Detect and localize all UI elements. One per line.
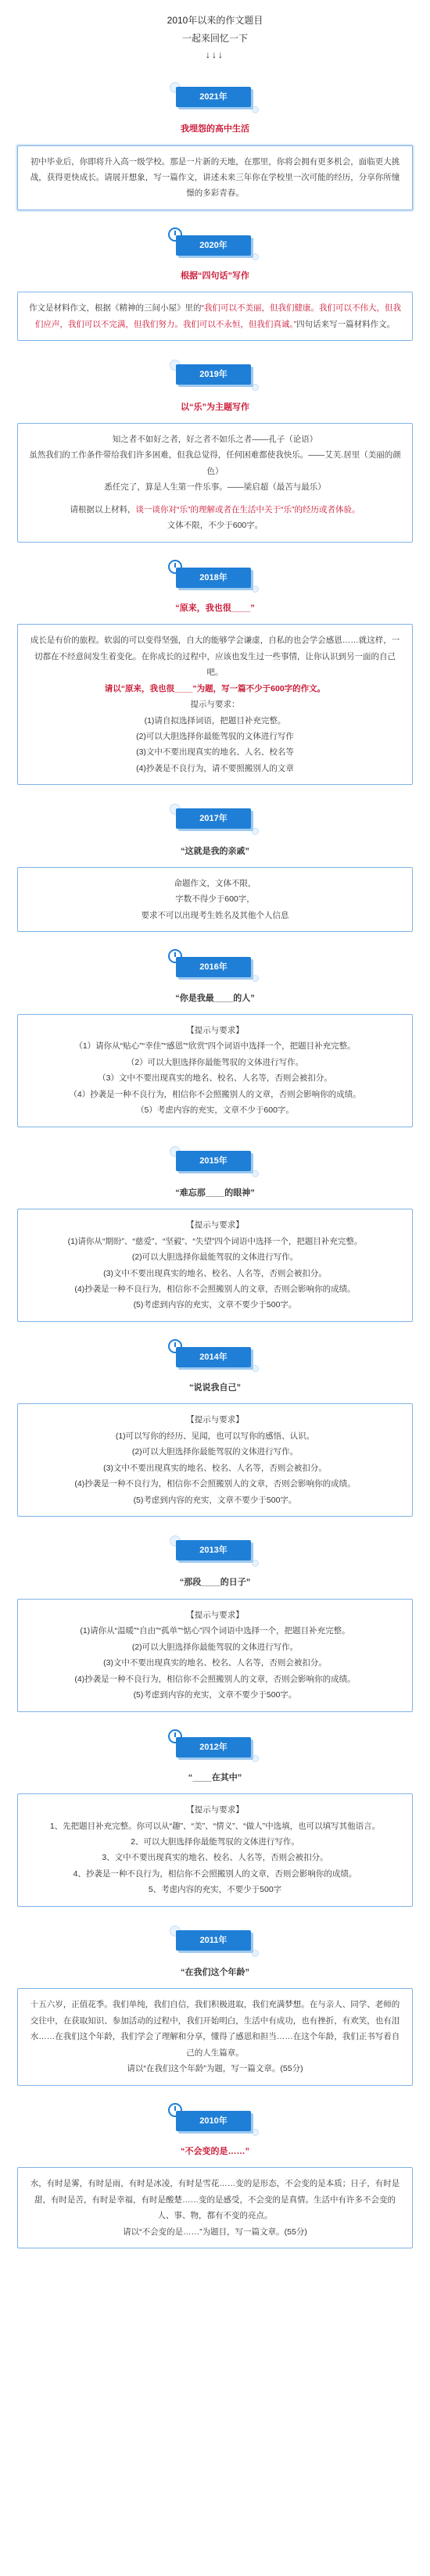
year-section (0, 81, 430, 210)
prompt-paragraph (27, 154, 403, 202)
essay-prompt-box (17, 1209, 413, 1322)
year-badge: 2014年 (176, 1347, 251, 1367)
decor-dot-icon (252, 2129, 259, 2136)
prompt-paragraph (27, 1492, 403, 1508)
prompt-text: 请根据以上材料， (70, 504, 136, 514)
prompt-text: 【提示与要求】 (186, 1805, 244, 1815)
year-badge: 2016年 (176, 957, 251, 977)
decor-dot-icon (252, 828, 259, 835)
prompt-text: 4、抄袭是一种不良行为，相信你不会照搬别人的文章，否则会影响你的成绩。 (73, 1868, 357, 1879)
year-badge-wrap (168, 802, 262, 837)
prompt-text: 1、先把题目补充完整。你可以从“趣”、“美”、“情义”、“做人”中选填，也可以填写其他语言。 (49, 1821, 381, 1831)
essay-topic: “那段____的日子” (179, 1578, 251, 1588)
prompt-paragraph (27, 1249, 403, 1265)
prompt-paragraph (27, 1997, 403, 2061)
year-badge-wrap (168, 228, 262, 262)
prompt-paragraph (27, 761, 403, 776)
prompt-paragraph (27, 1655, 403, 1671)
prompt-paragraph (27, 1428, 403, 1444)
prompt-paragraph (27, 1671, 403, 1687)
prompt-text: 成长是有价的旅程。软弱的可以变得坚强，自大的能够学会谦虚，自私的也会学会感恩……就这样，一切都在不经意间发生着变化。在你成长的过程中，应该也发生过一些事情，让你认识到另一面的自己吧。 (30, 636, 400, 678)
prompt-text: 命题作文，文体不限， (174, 878, 256, 888)
essay-topic: “不会变的是……” (181, 2146, 249, 2156)
prompt-text: (3)文中不要出现真实的地名、校名、人名等，否则会被扣分。 (103, 1658, 327, 1668)
decor-dot-icon (252, 106, 259, 113)
prompt-paragraph (27, 1055, 403, 1070)
essay-topic: 以“乐”为主题写作 (181, 402, 249, 412)
prompt-paragraph (27, 1818, 403, 1834)
essay-prompt-box (17, 1988, 413, 2085)
decor-dot-icon (252, 1170, 259, 1177)
decor-dot-icon (252, 253, 259, 260)
year-section (0, 228, 430, 341)
year-badge-wrap (168, 949, 262, 983)
prompt-text: (1)请你从“期盼”、“慈爱”、“坚毅”、“失望”四个词语中选择一个，把题目补充完整。 (67, 1236, 363, 1246)
year-badge: 2017年 (176, 808, 251, 829)
prompt-highlight: 谈一谈你对“乐”的理解或者在生活中关于“乐”的经历或者体验。 (135, 504, 360, 514)
essay-prompt-box (17, 1014, 413, 1127)
prompt-text: 初中毕业后，你即将升入高一级学校。那是一片新的天地，在那里，你将会拥有更多机会，面临更大挑战，获得更快成长。请展开想象，写一篇作文，讲述未来三年你在学校里一次可能的经历，分享你所憧憬的多彩青春。 (30, 156, 400, 199)
decor-dot-icon (252, 1560, 259, 1567)
prompt-paragraph (27, 891, 403, 907)
prompt-paragraph (27, 729, 403, 744)
year-badge-wrap (168, 1924, 262, 1958)
prompt-paragraph (27, 502, 403, 518)
decor-dot-icon (252, 1755, 259, 1762)
essay-topic: “这就是我的亲戚” (181, 846, 249, 856)
paragraph-gap (27, 496, 403, 502)
decor-dot-icon (252, 1950, 259, 1957)
prompt-paragraph (27, 1038, 403, 1054)
prompt-text: 2、可以大胆选择你最能驾驭的文体进行写作。 (131, 1836, 299, 1847)
prompt-text: 要求不可以出现考生姓名及其他个人信息 (141, 910, 289, 920)
prompt-text: (2)可以大胆选择你最能驾驭的文体进行写作。 (131, 1252, 299, 1263)
year-badge: 2019年 (176, 364, 251, 385)
year-badge: 2012年 (176, 1737, 251, 1757)
year-badge-wrap (168, 2103, 262, 2137)
year-section (0, 358, 430, 542)
essay-topic: “说说我自己” (189, 1383, 241, 1393)
prompt-text: (2)可以大胆选择你最能驾驭的文体进行写作 (136, 731, 294, 741)
essay-sections (0, 81, 430, 2248)
prompt-text: 【提示与要求】 (186, 1220, 244, 1231)
prompt-paragraph (27, 681, 403, 697)
prompt-text: 3、文中不要出现真实的地名、校名、人名等，否则会被扣分。 (102, 1853, 328, 1863)
year-section (0, 802, 430, 932)
year-section (0, 1534, 430, 1711)
year-badge-wrap (168, 81, 262, 115)
prompt-paragraph (27, 1882, 403, 1897)
prompt-highlight: “我们可以不美丽，但我们健康。我们可以不伟大，但我们应声，我们可以不完满，但我们努力。我们可以不永恒，但我们真诚。” (34, 303, 401, 329)
essay-topic: “在我们这个年龄” (181, 1968, 249, 1978)
prompt-text: (4)抄袭是一种不良行为，相信你不会照搬别人的文章，否则会影响你的成绩。 (74, 1479, 356, 1489)
year-section (0, 560, 430, 786)
year-section (0, 1729, 430, 1907)
essay-topic: “难忘那____的眼神” (175, 1188, 255, 1198)
prompt-paragraph (27, 1217, 403, 1233)
prompt-text: (5)考虑到内容的充实，文章不要少于500字。 (133, 1495, 297, 1505)
essay-prompt-box (17, 1793, 413, 1907)
year-badge-wrap (168, 358, 262, 392)
prompt-text: 水，有时是雾，有时是雨，有时是冰凌，有时是雪花……变的是形态，不会变的是本质；日子，有时是甜，有时是苦，有时是幸福，有时是酸楚……变的是感受，不会变的是真情。生活中有许多不会变的人、事、物，都有不变的亮点。 (30, 2179, 400, 2221)
prompt-paragraph (27, 1023, 403, 1038)
header-subtitle: 一起来回忆一下 (181, 33, 248, 44)
essay-topic: 我埋怨的高中生活 (181, 124, 249, 134)
essay-topic: “____在其中” (188, 1772, 242, 1782)
essay-prompt-box (17, 624, 413, 785)
prompt-text: 悉任完了，算是人生第一件乐事。——梁启超（最苦与最乐） (104, 482, 326, 493)
prompt-paragraph (27, 1087, 403, 1102)
prompt-paragraph (27, 713, 403, 729)
prompt-paragraph (27, 1234, 403, 1249)
year-badge: 2018年 (176, 568, 251, 588)
prompt-paragraph (27, 479, 403, 495)
prompt-text: (4)抄袭是不良行为，请不要照搬别人的文章 (136, 763, 294, 773)
essay-prompt-box (17, 1599, 413, 1712)
prompt-text: 【提示与要求】 (186, 1610, 244, 1620)
prompt-paragraph (27, 1460, 403, 1476)
prompt-paragraph (27, 1687, 403, 1703)
prompt-text: (4)抄袭是一种不良行为，相信你不会照搬别人的文章，否则会影响你的成绩。 (74, 1674, 356, 1684)
year-badge: 2011年 (176, 1930, 251, 1951)
essay-prompt-box (17, 145, 413, 210)
prompt-text: 知之者不如好之者，好之者不如乐之者——孔子（论语） (112, 434, 318, 444)
prompt-paragraph (27, 518, 403, 533)
year-badge: 2013年 (176, 1540, 251, 1560)
prompt-text: 请以“不会变的是……”为题目，写一篇文章。(55分) (123, 2227, 307, 2237)
year-section (0, 949, 430, 1127)
prompt-text: (5)考虑到内容的充实，文章不要少于500字。 (133, 1300, 297, 1310)
prompt-text: 提示与要求： (190, 700, 240, 710)
prompt-text: (1)请你从“温暖”“自由”“孤单”“惦心”四个词语中选择一个，把题目补充完整。 (80, 1626, 350, 1636)
prompt-text: (1)可以写你的经历、见闻，也可以写你的感悟、认识。 (115, 1431, 315, 1441)
year-badge-wrap (168, 1729, 262, 1764)
prompt-text: （5）考虑内容的充实，文章不少于600字。 (136, 1105, 294, 1116)
prompt-paragraph (27, 1639, 403, 1655)
down-arrows: ↓↓↓ (206, 49, 224, 60)
year-section (0, 1145, 430, 1322)
prompt-paragraph (27, 1297, 403, 1313)
decor-dot-icon (252, 586, 259, 593)
prompt-paragraph (27, 1070, 403, 1086)
prompt-paragraph (27, 697, 403, 712)
prompt-text: （4）抄袭是一种不良行为，相信你不会照搬别人的文章，否则会影响你的成绩。 (69, 1089, 361, 1099)
prompt-paragraph (27, 876, 403, 891)
year-badge-wrap (168, 1339, 262, 1374)
article-header (0, 6, 430, 63)
year-badge-wrap (168, 560, 262, 594)
year-badge: 2020年 (176, 235, 251, 256)
prompt-paragraph (27, 632, 403, 680)
year-badge-wrap (168, 1534, 262, 1568)
header-title: 2010年以来的作文题目 (167, 15, 263, 26)
year-badge: 2021年 (176, 87, 251, 107)
prompt-text: （2）可以大胆选择你最能驾驭的文体进行写作。 (126, 1057, 304, 1067)
prompt-paragraph (27, 1444, 403, 1460)
prompt-paragraph (27, 2061, 403, 2076)
essay-prompt-box (17, 1403, 413, 1517)
prompt-paragraph (27, 447, 403, 479)
prompt-text: (2)可以大胆选择你最能驾驭的文体进行写作。 (131, 1642, 299, 1652)
prompt-text: (3)文中不要出现真实的地名、校名、人名等，否则会被扣分。 (103, 1268, 327, 1278)
year-badge: 2010年 (176, 2111, 251, 2131)
prompt-paragraph (27, 2176, 403, 2223)
essay-prompt-box (17, 867, 413, 932)
essay-prompt-box (17, 423, 413, 543)
year-section (0, 1924, 430, 2086)
prompt-text: 虽然我们的工作条件带给我们许多困难，但我总觉得，任何困难都使我快乐。——艾芙.居里（美丽的颜色） (29, 450, 401, 476)
prompt-paragraph (27, 744, 403, 760)
prompt-paragraph (27, 1412, 403, 1428)
prompt-paragraph (27, 908, 403, 923)
prompt-paragraph (27, 1607, 403, 1623)
prompt-text: 字数不得少于600字， (175, 894, 255, 905)
prompt-paragraph (27, 2224, 403, 2240)
prompt-text: (3)文中不要出现真实的地名、人名、校名等 (136, 747, 294, 758)
prompt-paragraph (27, 1102, 403, 1118)
prompt-text: (1)请自拟选择词语，把题目补充完整。 (144, 715, 286, 726)
prompt-paragraph (27, 1802, 403, 1818)
prompt-text: 请以“原来，我也很____”为题，写一篇不少于600字的作文。 (104, 683, 326, 693)
prompt-text: （1）请你从“贴心”“幸佳”“感恩”“欣赏”四个词语中选择一个，把题目补充完整。 (74, 1041, 356, 1052)
decor-dot-icon (252, 975, 259, 982)
essay-prompt-box (17, 2167, 413, 2248)
prompt-text: 5、考虑内容的充实，不要少于500字 (148, 1885, 282, 1895)
prompt-text: (3)文中不要出现真实的地名、校名、人名等，否则会被扣分。 (103, 1463, 327, 1473)
prompt-text: （3）文中不要出现真实的地名、校名、人名等，否则会被扣分。 (98, 1073, 332, 1084)
prompt-text: (2)可以大胆选择你最能驾驭的文体进行写作。 (131, 1447, 299, 1457)
prompt-paragraph (27, 1850, 403, 1865)
year-badge-wrap (168, 1145, 262, 1179)
essay-topic: “原来，我也很____” (175, 603, 255, 613)
year-badge: 2015年 (176, 1151, 251, 1171)
prompt-text: 文体不限，不少于600字。 (167, 521, 263, 531)
prompt-text: 请以“在我们这个年龄”为题，写一篇文章。(55分) (127, 2064, 303, 2074)
prompt-paragraph (27, 300, 403, 332)
prompt-paragraph (27, 1866, 403, 1882)
prompt-paragraph (27, 1266, 403, 1281)
prompt-paragraph (27, 1476, 403, 1492)
prompt-paragraph (27, 1623, 403, 1639)
prompt-tail: 四句话来写一篇材料作文。 (296, 319, 396, 329)
prompt-paragraph (27, 1834, 403, 1850)
prompt-text: 【提示与要求】 (186, 1415, 244, 1425)
prompt-text: 十五六岁，正值花季。我们单纯，我们自信，我们积极进取，我们充满梦想。在与亲人、同学、老师的交往中，在获取知识、参加活动的过程中，我们开始明白，生活中有成功，也有挫折，有欢笑，也有泪水……在我们这个年龄，我们学会了理解和分享，懂得了感恩和担当……在这个年龄，我们正书写着自己的人生篇章。 (30, 2000, 400, 2058)
year-section (0, 2103, 430, 2248)
year-section (0, 1339, 430, 1517)
decor-dot-icon (252, 1365, 259, 1372)
prompt-text: 作文是材料作文，根据《精神的三间小屋》里的 (29, 303, 202, 313)
prompt-text: (4)抄袭是一种不良行为，相信你不会照搬别人的文章，否则会影响你的成绩。 (74, 1284, 356, 1294)
decor-dot-icon (252, 384, 259, 391)
prompt-text: 【提示与要求】 (186, 1025, 244, 1035)
prompt-paragraph (27, 1281, 403, 1297)
prompt-paragraph (27, 432, 403, 447)
essay-topic: 根据“四句话”写作 (181, 271, 249, 281)
prompt-text: (5)考虑到内容的充实，文章不要少于500字。 (133, 1690, 297, 1700)
essay-topic: “你是我最____的人” (175, 993, 255, 1003)
essay-prompt-box (17, 292, 413, 341)
